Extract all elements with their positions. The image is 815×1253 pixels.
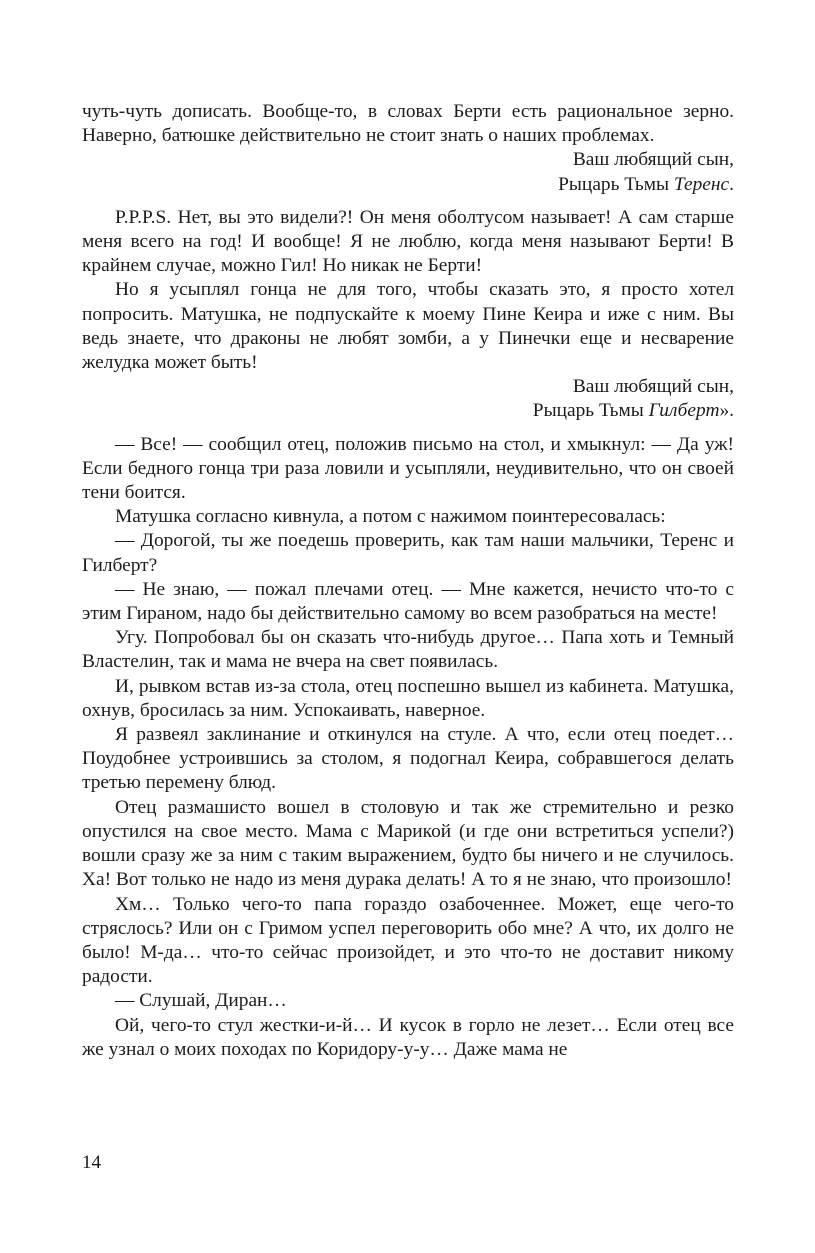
letter-signature-line [82, 148, 734, 172]
section-gap [82, 197, 734, 206]
letter-signature-line [82, 399, 734, 423]
body-paragraph: Ой, чего-то стул жестки-и-й… И кусок в горло не лезет… Если отец все же узнал о моих походах по Коридору-у-у… Даже мама не [82, 1014, 734, 1060]
signature-punctuation: . [729, 173, 734, 195]
body-paragraph: — Слушай, Диран… [115, 990, 287, 1012]
signature-text: Рыцарь Тьмы [532, 400, 649, 422]
letter-signature-line [82, 375, 734, 399]
signature-punctuation: ». [719, 400, 734, 422]
page-number: 14 [82, 1152, 101, 1173]
body-paragraph: — Дорогой, ты же поедешь проверить, как там наши мальчики, Теренс и Гилберт? [82, 530, 734, 576]
signature-text: Ваш любящий сын, [572, 149, 734, 171]
signature-text: Ваш любящий сын, [572, 376, 734, 398]
signature-name: Теренс [673, 173, 730, 195]
letter-signature-line [82, 173, 734, 197]
body-paragraph: — Не знаю, — пожал плечами отец. — Мне кажется, нечисто что-то с этим Гираном, надо бы действительно самому во всем разобраться на месте! [82, 578, 734, 625]
signature-name: Гилберт [648, 400, 720, 422]
page-body [82, 100, 734, 1062]
body-paragraph: Но я усыплял гонца не для того, чтобы сказать это, я просто хотел попросить. Матушка, не подпускайте к моему Пине Кеира и иже с ним. Вы ведь знаете, что драконы не любят зомби, а у Пинечки еще и несварение желудка может быть! [82, 279, 734, 374]
body-paragraph: Матушка согласно кивнула, а потом с нажимом поинтересовалась: [115, 506, 666, 528]
body-paragraph: Отец размашисто вошел в столовую и так же стремительно и резко опустился на свое место. Мама с Марикой (и где они встретиться успели?) вошли сразу же за ним с таким выражением, будто бы ничего и не случилось. Ха! Вот только не надо из меня дурака делать! А то я не знаю, что произошло! [82, 796, 734, 891]
body-paragraph: Хм… Только чего-то папа гораздо озабоченнее. Может, еще чего-то стряслось? Или он с Гримом успел переговорить обо мне? А что, их долго не было! М-да… что-то сейчас произойдет, и это что-то не доставит никому радости. [82, 893, 734, 988]
body-paragraph: чуть-чуть дописать. Вообще-то, в словах Берти есть рациональное зерно. Наверно, батюшке действительно не стоит знать о наших проблемах. [82, 101, 734, 147]
section-gap [82, 424, 734, 433]
signature-text: Рыцарь Тьмы [558, 173, 674, 195]
body-paragraph: — Все! — сообщил отец, положив письмо на стол, и хмыкнул: — Да уж! Если бедного гонца три раза ловили и усыпляли, неудивительно, что он своей тени боится. [82, 433, 734, 504]
body-paragraph: P.P.P.S. Нет, вы это видели?! Он меня оболтусом называет! А сам старше меня всего на год! И вообще! Я не люблю, когда меня называют Берти! В крайнем случае, можно Гил! Но никак не Берти! [82, 206, 734, 277]
body-paragraph: Я развеял заклинание и откинулся на стуле. А что, если отец поедет… Поудобнее устроившись за столом, я подогнал Кеира, собравшегося делать третью перемену блюд. [82, 724, 734, 794]
body-paragraph: И, рывком встав из-за стола, отец поспешно вышел из кабинета. Матушка, охнув, бросилась за ним. Успокаивать, наверное. [82, 675, 734, 721]
body-paragraph: Угу. Попробовал бы он сказать что-нибудь другое… Папа хоть и Темный Властелин, так и мама не вчера на свет появилась. [82, 627, 734, 673]
